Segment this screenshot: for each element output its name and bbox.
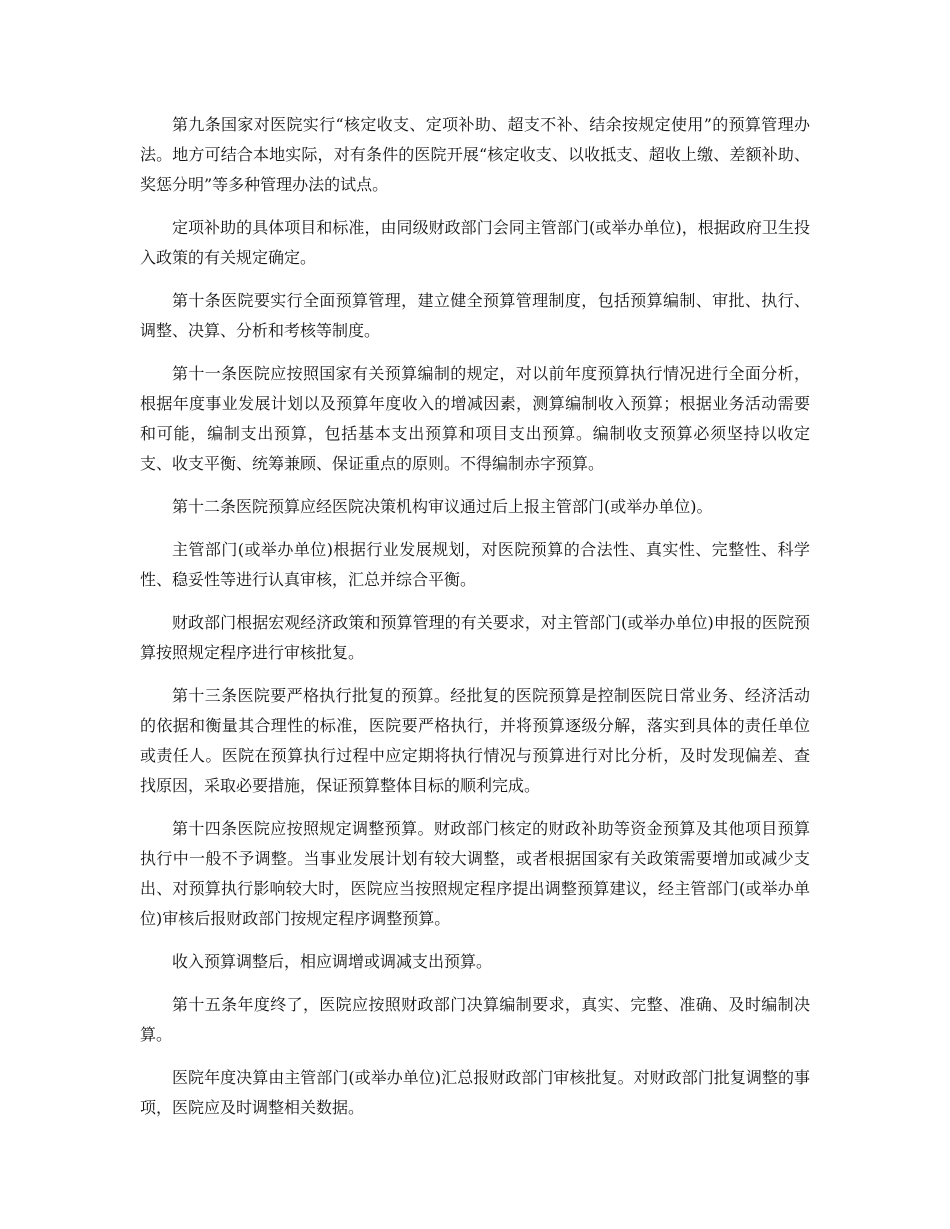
competent-department-review-paragraph: 主管部门(或举办单位)根据行业发展规划，对医院预算的合法性、真实性、完整性、科学性、稳妥性等进行认真审核，汇总并综合平衡。 [140, 540, 810, 589]
article-12-paragraph: 第十二条医院预算应经医院决策机构审议通过后上报主管部门(或举办单位)。 [172, 497, 713, 516]
document-body [140, 110, 810, 1136]
article-15-paragraph: 第十五条年度终了，医院应按照财政部门决算编制要求，真实、完整、准确、及时编制决算。 [140, 995, 810, 1044]
article-9-paragraph: 第九条国家对医院实行“核定收支、定项补助、超支不补、结余按规定使用”的预算管理办法。地方可结合本地实际，对有条件的医院开展“核定收支、以收抵支、超收上缴、差额补助、奖惩分明”等多种管理办法的试点。 [140, 115, 810, 194]
fixed-subsidy-paragraph: 定项补助的具体项目和标准，由同级财政部门会同主管部门(或举办单位)，根据政府卫生投入政策的有关规定确定。 [140, 218, 810, 267]
income-budget-adjustment-paragraph: 收入预算调整后，相应调增或调减支出预算。 [172, 952, 493, 971]
article-13-paragraph: 第十三条医院要严格执行批复的预算。经批复的医院预算是控制医院日常业务、经济活动的依据和衡量其合理性的标准，医院要严格执行，并将预算逐级分解，落实到具体的责任单位或责任人。医院在预算执行过程中应定期将执行情况与预算进行对比分析，及时发现偏差、查找原因，采取必要措施，保证预算整体目标的顺利完成。 [140, 686, 810, 795]
article-14-paragraph: 第十四条医院应按照规定调整预算。财政部门核定的财政补助等资金预算及其他项目预算执行中一般不予调整。当事业发展计划有较大调整，或者根据国家有关政策需要增加或减少支出、对预算执行影响较大时，医院应当按照规定程序提出调整预算建议，经主管部门(或举办单位)审核后报财政部门按规定程序调整预算。 [140, 819, 810, 928]
article-10-paragraph: 第十条医院要实行全面预算管理，建立健全预算管理制度，包括预算编制、审批、执行、调整、决算、分析和考核等制度。 [140, 291, 810, 340]
annual-final-accounts-paragraph: 医院年度决算由主管部门(或举办单位)汇总报财政部门审核批复。对财政部门批复调整的事项，医院应及时调整相关数据。 [140, 1068, 810, 1117]
finance-department-approval-paragraph: 财政部门根据宏观经济政策和预算管理的有关要求，对主管部门(或举办单位)申报的医院预算按照规定程序进行审核批复。 [140, 613, 810, 662]
article-11-paragraph: 第十一条医院应按照国家有关预算编制的规定，对以前年度预算执行情况进行全面分析，根据年度事业发展计划以及预算年度收入的增减因素，测算编制收入预算；根据业务活动需要和可能，编制支出预算，包括基本支出预算和项目支出预算。编制收支预算必须坚持以收定支、收支平衡、统筹兼顾、保证重点的原则。不得编制赤字预算。 [140, 364, 810, 473]
